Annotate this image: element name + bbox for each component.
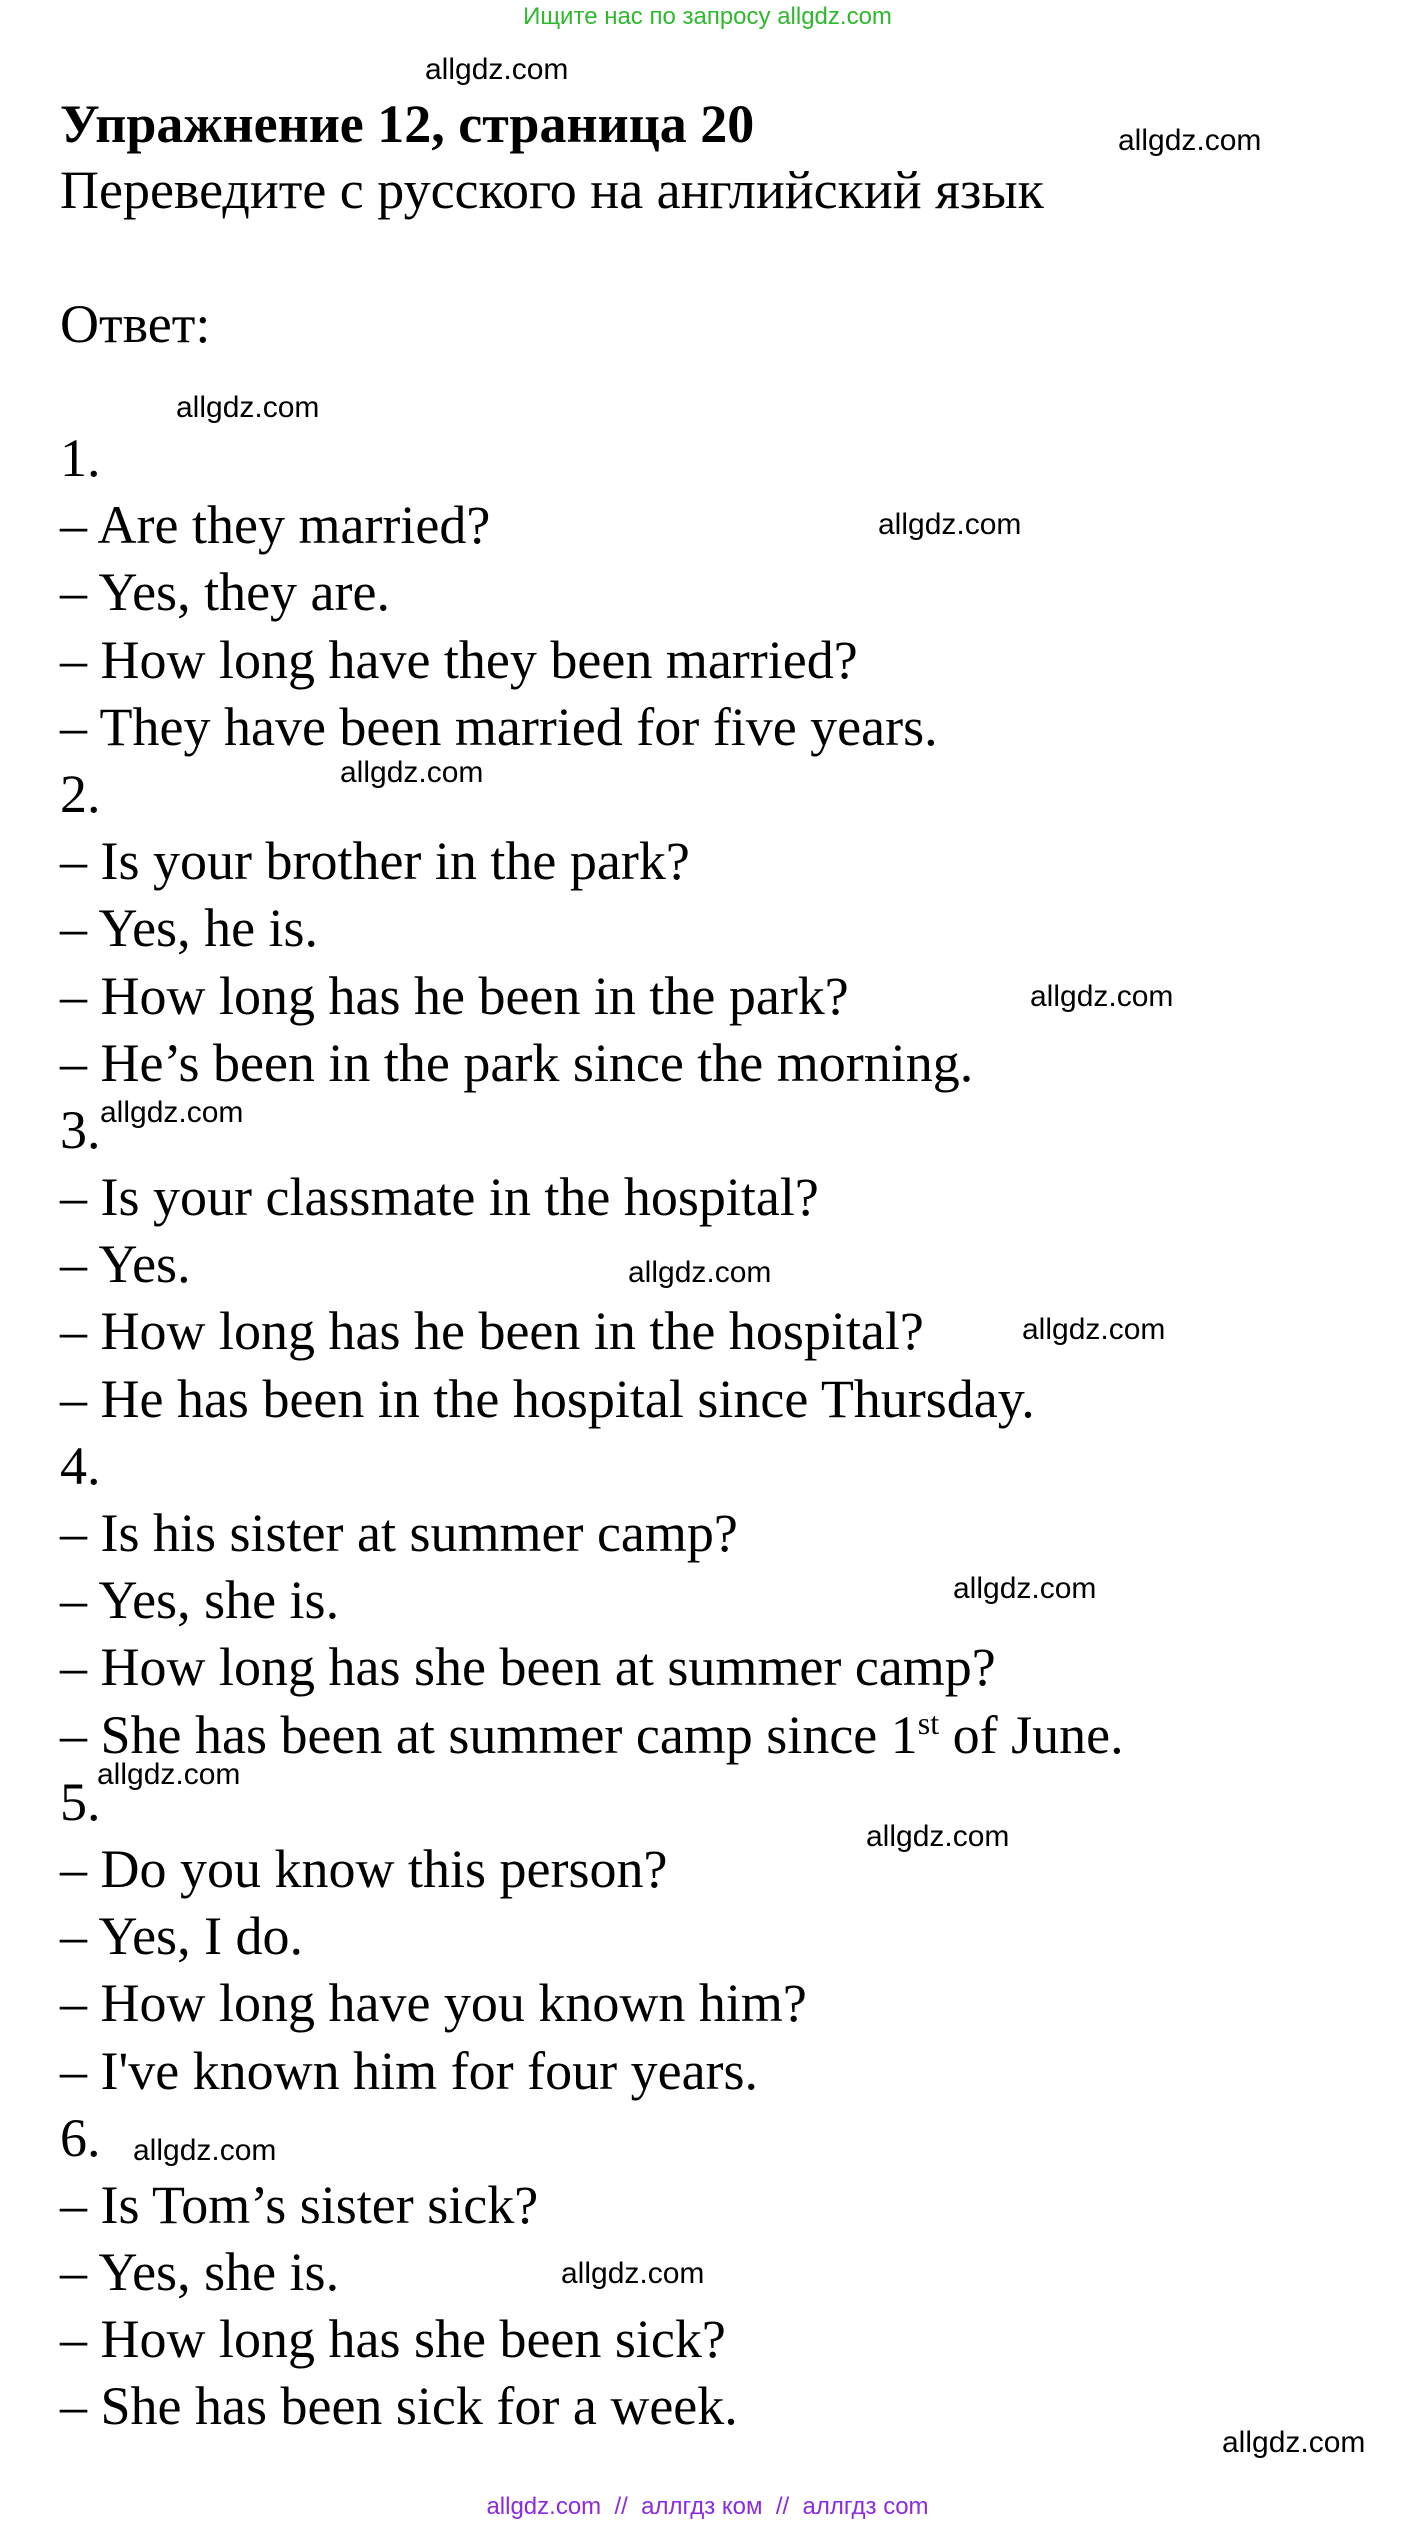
answer-line: – I've known him for four years.	[60, 2040, 759, 2101]
item-number: 2.	[60, 763, 101, 824]
answer-line: – He’s been in the park since the morning.	[60, 1032, 974, 1093]
footer-text[interactable]: allgdz.com // аллгдз ком // аллгдз com	[486, 2493, 929, 2520]
watermark-text: allgdz.com	[97, 1758, 241, 1791]
footer-links[interactable]	[0, 2490, 1415, 2524]
task-instruction: Переведите с русского на английский язык	[60, 160, 1044, 220]
item-number: 3.	[60, 1099, 101, 1160]
answer-line-main: – She has been at summer camp since 1	[60, 1704, 918, 1765]
answer-line: – Are they married?	[60, 495, 491, 556]
watermark-text: allgdz.com	[340, 756, 484, 789]
ordinal-superscript: st	[917, 1704, 940, 1741]
answer-line: – How long has she been at summer camp?	[60, 1637, 996, 1698]
top-banner: Ищите нас по запросу allgdz.com	[523, 3, 892, 30]
answer-line: – She has been sick for a week.	[60, 2376, 738, 2437]
answer-line: – Is Tom’s sister sick?	[60, 2174, 539, 2235]
answer-line: – How long have they been married?	[60, 629, 858, 690]
answer-line: – How long have you known him?	[60, 1973, 807, 2034]
answer-line-tail: of June.	[939, 1704, 1124, 1765]
watermark-text: allgdz.com	[176, 391, 320, 424]
answer-line: – Yes, I do.	[60, 1906, 304, 1967]
answer-line: – He has been in the hospital since Thursday.	[60, 1368, 1035, 1429]
page-title: Упражнение 12, страница 20	[60, 94, 755, 154]
answer-line: – Is his sister at summer camp?	[60, 1503, 738, 1563]
answer-line: – Yes, she is.	[60, 1570, 340, 1631]
watermark-text: allgdz.com	[878, 508, 1022, 541]
watermark-text: allgdz.com	[1030, 980, 1174, 1013]
watermark-text: allgdz.com	[953, 1572, 1097, 1605]
watermark-text: allgdz.com	[100, 1096, 244, 1129]
watermark-text: allgdz.com	[628, 1256, 772, 1289]
answer-line: – Yes, she is.	[60, 2242, 340, 2303]
item-number: 5.	[60, 1771, 101, 1832]
item-number: 4.	[60, 1435, 101, 1496]
answer-line: – They have been married for five years.	[60, 696, 938, 757]
answer-line: – Yes, he is.	[60, 898, 319, 959]
answer-label: Ответ:	[60, 294, 211, 354]
watermark-text: allgdz.com	[561, 2257, 705, 2290]
answer-line-with-superscript	[60, 1702, 1360, 1769]
answer-line: – How long has he been in the hospital?	[60, 1301, 924, 1362]
watermark-text: allgdz.com	[1022, 1313, 1166, 1346]
watermark-text: allgdz.com	[866, 1820, 1010, 1853]
watermark-text: allgdz.com	[133, 2134, 277, 2167]
answer-line: – How long has he been in the park?	[60, 965, 849, 1026]
answer-line: – Is your brother in the park?	[60, 831, 690, 892]
answer-line: – Is your classmate in the hospital?	[60, 1167, 819, 1228]
watermark-text: allgdz.com	[425, 53, 569, 86]
item-number: 6.	[60, 2107, 101, 2168]
watermark-text: allgdz.com	[1222, 2426, 1366, 2459]
answer-line: – Do you know this person?	[60, 1838, 668, 1899]
answer-line: – Yes, they are.	[60, 562, 390, 623]
item-number: 1.	[60, 428, 101, 488]
watermark-text: allgdz.com	[1118, 124, 1262, 157]
answer-line: – How long has she been sick?	[60, 2309, 726, 2370]
answer-line: – Yes.	[60, 1234, 191, 1295]
